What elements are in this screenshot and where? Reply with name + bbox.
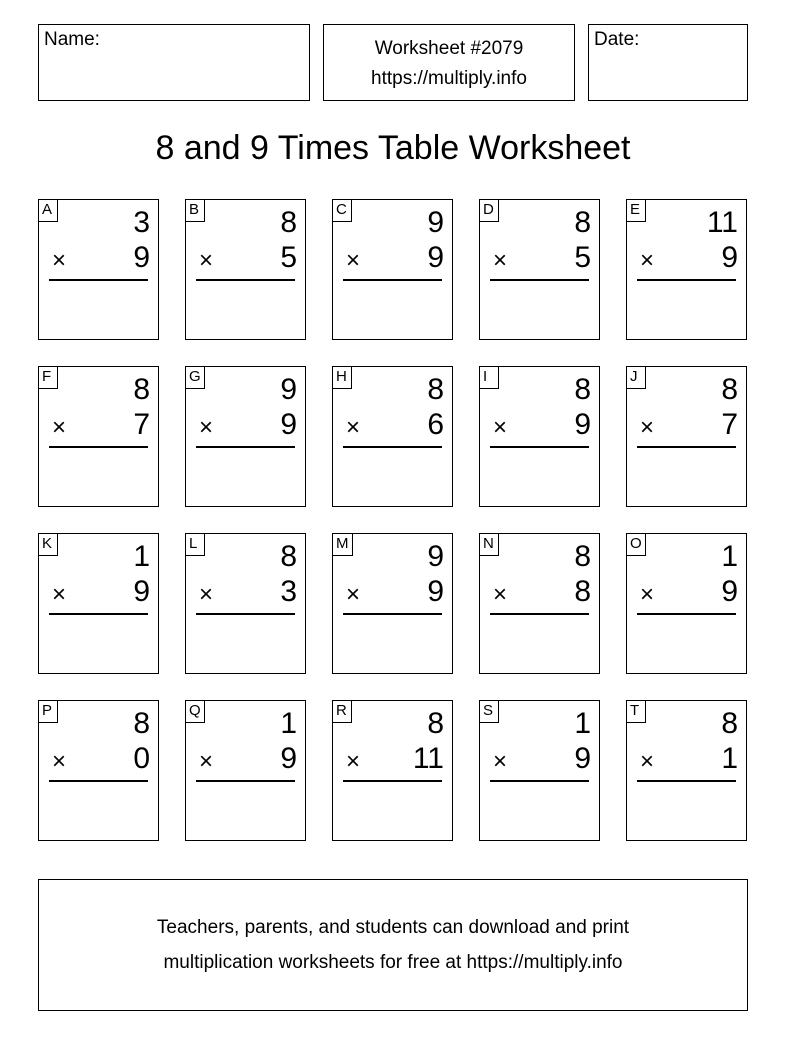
multiplicand: 1 <box>133 540 150 573</box>
multiplier: 11 <box>412 742 444 775</box>
footer-box <box>38 879 748 1011</box>
answer-line <box>637 446 736 448</box>
times-sign: × <box>199 414 214 441</box>
multiplicand: 1 <box>280 707 297 740</box>
footer-line-2: multiplication worksheets for free at https://multiply.info <box>163 952 623 973</box>
problem-l[interactable] <box>185 533 306 674</box>
problem-c[interactable] <box>332 199 453 340</box>
answer-line <box>49 446 148 448</box>
worksheet-url[interactable]: https://multiply.info <box>371 68 527 89</box>
multiplier: 9 <box>721 241 738 274</box>
times-sign: × <box>346 247 361 274</box>
multiplicand: 8 <box>427 373 444 406</box>
problem-letter: E <box>626 199 646 222</box>
multiplicand: 8 <box>280 540 297 573</box>
multiplier: 7 <box>133 408 150 441</box>
problem-letter: K <box>38 533 58 556</box>
multiplicand: 9 <box>427 206 444 239</box>
multiplier: 8 <box>574 575 591 608</box>
worksheet-info-box <box>323 24 575 101</box>
problem-k[interactable] <box>38 533 159 674</box>
problem-letter: T <box>626 700 646 723</box>
problem-letter: D <box>479 199 499 222</box>
problem-letter: G <box>185 366 205 389</box>
multiplicand: 8 <box>721 373 738 406</box>
multiplier: 9 <box>427 575 444 608</box>
multiplier: 1 <box>721 742 738 775</box>
problem-p[interactable] <box>38 700 159 841</box>
answer-line <box>490 446 589 448</box>
problem-letter: L <box>185 533 205 556</box>
problem-t[interactable] <box>626 700 747 841</box>
footer-line-1: Teachers, parents, and students can download and print <box>156 917 630 938</box>
name-label: Name: <box>44 29 100 50</box>
problem-letter: Q <box>185 700 205 723</box>
multiplicand: 8 <box>427 707 444 740</box>
answer-line <box>490 613 589 615</box>
times-sign: × <box>52 414 67 441</box>
multiplier: 9 <box>280 742 297 775</box>
multiplier: 9 <box>133 575 150 608</box>
times-sign: × <box>493 748 508 775</box>
times-sign: × <box>640 581 655 608</box>
problem-q[interactable] <box>185 700 306 841</box>
times-sign: × <box>493 581 508 608</box>
multiplier: 3 <box>280 575 297 608</box>
times-sign: × <box>52 247 67 274</box>
problem-h[interactable] <box>332 366 453 507</box>
problem-letter: A <box>38 199 58 222</box>
multiplier: 9 <box>280 408 297 441</box>
multiplier: 5 <box>280 241 297 274</box>
times-sign: × <box>199 581 214 608</box>
page-title: 8 and 9 Times Table Worksheet <box>155 129 631 167</box>
answer-line <box>49 780 148 782</box>
times-sign: × <box>52 748 67 775</box>
problem-g[interactable] <box>185 366 306 507</box>
problem-o[interactable] <box>626 533 747 674</box>
answer-line <box>343 446 442 448</box>
multiplicand: 1 <box>574 707 591 740</box>
times-sign: × <box>640 748 655 775</box>
name-field-box[interactable] <box>38 24 310 101</box>
times-sign: × <box>52 581 67 608</box>
problem-e[interactable] <box>626 199 747 340</box>
multiplier: 6 <box>427 408 444 441</box>
times-sign: × <box>346 581 361 608</box>
multiplier: 7 <box>721 408 738 441</box>
problem-letter: O <box>626 533 646 556</box>
multiplicand: 8 <box>574 206 591 239</box>
problem-letter: B <box>185 199 205 222</box>
problem-letter: H <box>332 366 352 389</box>
problem-letter: F <box>38 366 58 389</box>
multiplicand: 8 <box>574 540 591 573</box>
answer-line <box>490 279 589 281</box>
multiplicand: 1 <box>721 540 738 573</box>
multiplier: 9 <box>574 742 591 775</box>
multiplicand: 3 <box>133 206 150 239</box>
times-sign: × <box>346 748 361 775</box>
problem-letter: C <box>332 199 352 222</box>
multiplicand: 8 <box>574 373 591 406</box>
worksheet-number: Worksheet #2079 <box>374 38 524 59</box>
problem-j[interactable] <box>626 366 747 507</box>
problem-m[interactable] <box>332 533 453 674</box>
answer-line <box>637 613 736 615</box>
problem-letter: M <box>332 533 353 556</box>
multiplicand: 9 <box>280 373 297 406</box>
multiplicand: 8 <box>280 206 297 239</box>
answer-line <box>637 279 736 281</box>
problem-letter: N <box>479 533 499 556</box>
answer-line <box>343 613 442 615</box>
answer-line <box>490 780 589 782</box>
multiplier: 9 <box>133 241 150 274</box>
answer-line <box>343 780 442 782</box>
multiplicand: 8 <box>721 707 738 740</box>
answer-line <box>49 279 148 281</box>
problem-d[interactable] <box>479 199 600 340</box>
answer-line <box>196 780 295 782</box>
answer-line <box>196 279 295 281</box>
answer-line <box>637 780 736 782</box>
answer-line <box>196 446 295 448</box>
answer-line <box>49 613 148 615</box>
times-sign: × <box>199 748 214 775</box>
problem-a[interactable] <box>38 199 159 340</box>
date-label: Date: <box>594 29 640 50</box>
problem-letter: I <box>479 366 499 389</box>
problem-s[interactable] <box>479 700 600 841</box>
multiplier: 5 <box>574 241 591 274</box>
problem-n[interactable] <box>479 533 600 674</box>
multiplier: 9 <box>721 575 738 608</box>
date-field-box[interactable] <box>588 24 748 101</box>
times-sign: × <box>493 247 508 274</box>
problem-letter: P <box>38 700 58 723</box>
problem-i[interactable] <box>479 366 600 507</box>
answer-line <box>343 279 442 281</box>
multiplier: 9 <box>574 408 591 441</box>
problem-letter: S <box>479 700 499 723</box>
multiplicand: 11 <box>706 206 738 239</box>
multiplicand: 8 <box>133 707 150 740</box>
problem-f[interactable] <box>38 366 159 507</box>
multiplicand: 8 <box>133 373 150 406</box>
answer-line <box>196 613 295 615</box>
multiplier: 9 <box>427 241 444 274</box>
problem-letter: R <box>332 700 352 723</box>
times-sign: × <box>493 414 508 441</box>
problem-b[interactable] <box>185 199 306 340</box>
times-sign: × <box>640 247 655 274</box>
times-sign: × <box>640 414 655 441</box>
problem-r[interactable] <box>332 700 453 841</box>
times-sign: × <box>199 247 214 274</box>
problem-letter: J <box>626 366 646 389</box>
times-sign: × <box>346 414 361 441</box>
multiplicand: 9 <box>427 540 444 573</box>
multiplier: 0 <box>133 742 150 775</box>
